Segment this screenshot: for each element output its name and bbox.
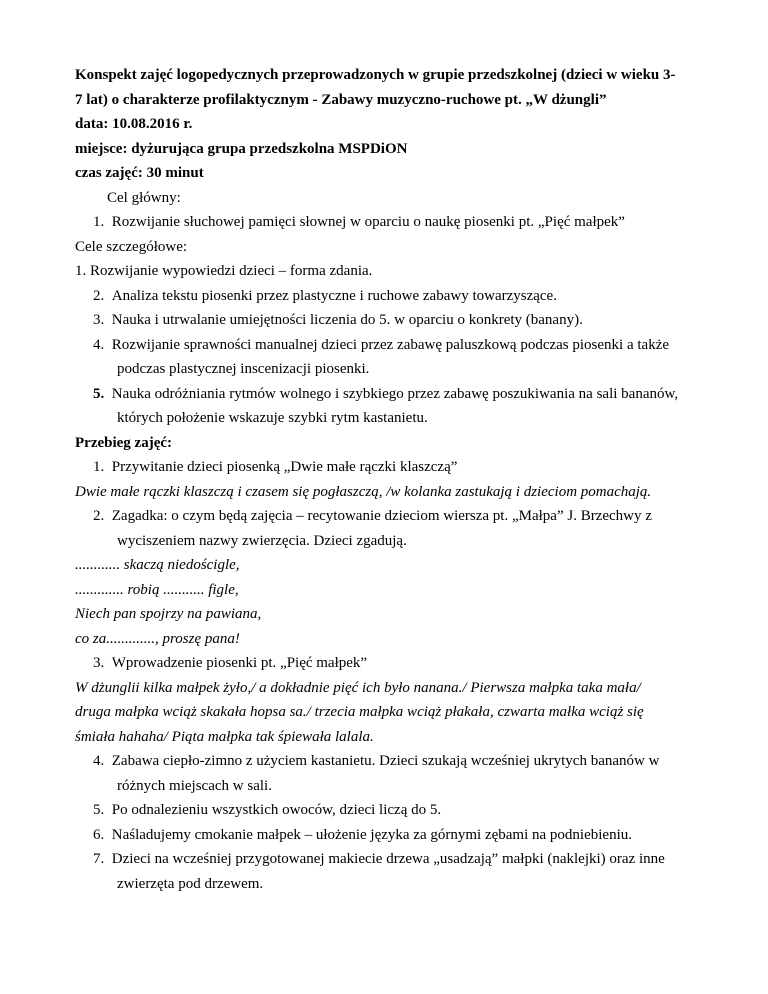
course-step: 4. Zabawa ciepło-zimno z użyciem kastanietu. Dzieci szukają wcześniej ukrytych bananów w różnych miejscach w sali. xyxy=(93,753,660,794)
time-line: czas zajęć: 30 minut xyxy=(75,165,204,181)
detail-goal-item: 3. Nauka i utrwalanie umiejętności liczenia do 5. w oparciu o konkrety (banany). xyxy=(93,312,583,328)
song-text: śmiała hahaha/ Piąta małpka tak śpiewała lalala. xyxy=(75,728,374,745)
date-line: data: 10.08.2016 r. xyxy=(75,116,193,132)
main-goal-item: 1. Rozwijanie słuchowej pamięci słownej w oparciu o naukę piosenki pt. „Pięć małpek” xyxy=(93,214,625,230)
detail-goal-item: 4. Rozwijanie sprawności manualnej dzieci przez zabawę paluszkową podczas piosenki a także podczas plastycznej inscenizacji piosenki. xyxy=(93,336,670,377)
course-step: 6. Naśladujemy cmokanie małpek – ułożenie języka za górnymi zębami na podniebieniu. xyxy=(93,826,632,843)
course-step: 3. Wprowadzenie piosenki pt. „Pięć małpek” xyxy=(93,655,368,671)
place-line: miejsce: dyżurująca grupa przedszkolna MSPDiON xyxy=(75,140,408,157)
course-step: 2. Zagadka: o czym będą zajęcia – recytowanie dzieciom wiersza pt. „Małpa” J. Brzechwy z wyciszeniem nazwy zwierzęcia. Dzieci zgadują. xyxy=(93,508,652,549)
title-line-2: 7 lat) o charakterze profilaktycznym - Zabawy muzyczno-ruchowe pt. „W dżungli” xyxy=(75,91,607,108)
poem-line: ............ skaczą niedościgle, xyxy=(75,557,240,573)
main-goal-label: Cel główny: xyxy=(107,189,181,206)
course-step: 1. Przywitanie dzieci piosenką „Dwie małe rączki klaszczą” xyxy=(93,459,458,475)
song-text: W dżunglii kilka małpek żyło,/ a dokładnie pięć ich było nanana./ Pierwsza małpka taka mała/ xyxy=(75,679,641,696)
course-label: Przebieg zajęć: xyxy=(75,434,173,451)
song-text: druga małpka wciąż skakała hopsa sa./ trzecia małpka wciąż płakała, czwarta małka wciąż się xyxy=(75,704,644,720)
detail-goals-label: Cele szczegółowe: xyxy=(75,238,188,255)
course-step: 5. Po odnalezieniu wszystkich owoców, dzieci liczą do 5. xyxy=(93,802,442,818)
title-line-1: Konspekt zajęć logopedycznych przeprowadzonych w grupie przedszkolnej (dzieci w wieku 3- xyxy=(75,67,676,83)
detail-goal-item: 5. Nauka odróżniania rytmów wolnego i szybkiego przez zabawę poszukiwania na sali bananów, których położenie wskazuje szybki rytm kastanietu. xyxy=(93,385,679,426)
song-text: Dwie małe rączki klaszczą i czasem się pogłaszczą, /w kolanka zastukają i dzieciom pomachają. xyxy=(75,483,652,500)
poem-line: ............. robią ........... figle, xyxy=(75,581,239,598)
poem-line: co za............., proszę pana! xyxy=(75,630,240,647)
poem-line: Niech pan spojrzy na pawiana, xyxy=(75,606,262,622)
detail-goal-item: 2. Analiza tekstu piosenki przez plastyczne i ruchowe zabawy towarzyszące. xyxy=(93,287,557,304)
detail-goal-item: 1. Rozwijanie wypowiedzi dzieci – forma zdania. xyxy=(75,263,373,279)
course-step: 7. Dzieci na wcześniej przygotowanej makiecie drzewa „usadzają” małpki (naklejki) oraz inne zwierzęta pod drzewem. xyxy=(93,851,665,892)
document-page xyxy=(75,63,695,896)
